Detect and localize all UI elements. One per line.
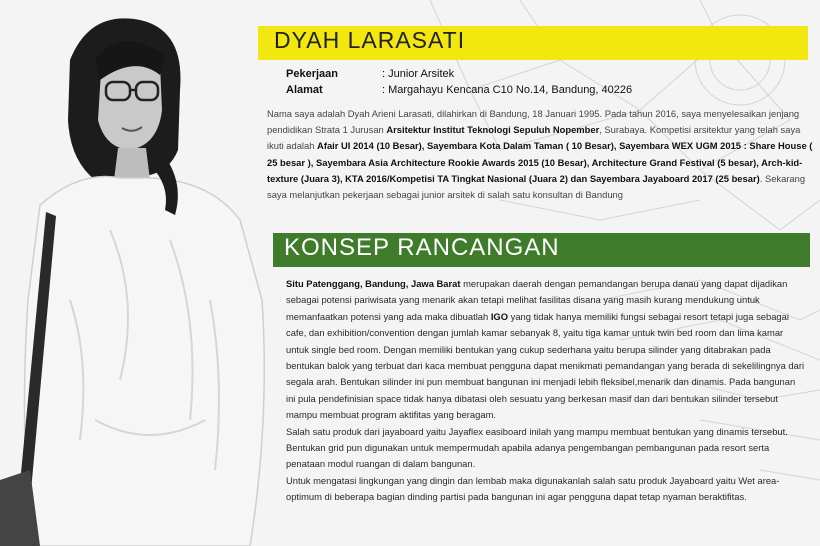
concept-location: Situ Patenggang, Bandung, Jawa Barat xyxy=(286,278,461,289)
bio-university: Arsitektur Institut Teknologi Sepuluh Nopember xyxy=(386,124,600,136)
info-value: : Margahayu Kencana C10 No.14, Bandung, 40226 xyxy=(382,84,633,96)
concept-paragraph-1 xyxy=(286,276,806,424)
concept-body xyxy=(286,276,806,506)
info-key: Alamat xyxy=(286,84,323,96)
concept-brand: IGO xyxy=(490,310,509,322)
portrait-photo xyxy=(0,0,300,546)
info-key: Pekerjaan xyxy=(286,68,338,80)
bio-text: . Sekarang saya melanjutkan pekerjaan sebagai junior arsitek di salah satu konsultan di Bandung xyxy=(267,172,806,201)
concept-title: KONSEP RANCANGAN xyxy=(284,234,560,261)
info-row-occupation xyxy=(286,66,632,82)
info-value: : Junior Arsitek xyxy=(382,68,455,80)
concept-paragraph-2: Salah satu produk dari jayaboard yaitu Jayaflex easiboard inilah yang mampu membuat bentukan yang dinamis tersebut. Bentukan grid pun digunakan untuk mempermudah apabila adanya pengembangan pembangunan pada resort serta penataan modul ruangan di dalam bangunan. xyxy=(286,425,788,470)
concept-paragraph-3: Untuk mengatasi lingkungan yang dingin dan lembab maka digunakanlah salah satu produk Jayaboard yaitu Wet area-optimum di beberapa bagian dinding partisi pada bangunan ini agar pengguna dapat tetap nyaman beraktifitas. xyxy=(286,474,780,503)
bio-text: , Surabaya. Kompetisi arsitektur yang telah saya ikuti adalah xyxy=(267,124,801,152)
concept-text: yang tidak hanya memiliki fungsi sebagai resort tetapi juga sebagai cafe, dan exhibition/convention dengan jumlah kamar sebanyak 8, yaitu tiga kamar untuk twin bed room dan lima kamar untuk single bed room. Dengan memiliki bentukan yang cukup sederhana yaitu berupa silinder yang ditabrakan pada bentukan balok yang terbuat dari kaca membuat pengguna dapat menikmati pemandangan yang berada di sekelilingnya dari segala arah. Bentukan silinder ini pun membuat bangunan ini menjadi lebih fleksibel,menarik dan dinamis. Pada bangunan ini pula pendefinisian space tidak hanya dibatasi oleh sesuatu yang berkesan masif dan dari bentukan silinder tersebut mampu membuat program aktifitas yang beragam. xyxy=(286,310,805,421)
biography-paragraph xyxy=(267,106,815,203)
concept-text: merupakan daerah dengan pemandangan berupa danau yang dapat dijadikan sebagai potensi pariwisata yang menarik akan tetapi melihat fasilitas disana yang masih kurang mendukung untuk memanfaatkan potensi yang ada maka dibuatlah xyxy=(286,278,788,322)
info-row-address xyxy=(286,82,632,98)
person-name: DYAH LARASATI xyxy=(274,27,466,53)
bio-competitions: Afair UI 2014 (10 Besar), Sayembara Kota Dalam Taman ( 10 Besar), Sayembara WEX UGM 2015 : Share House ( 25 besar ), Sayembara Asia Architecture Rookie Awards 2015 (10 Besar), Architecture Grand Festival (5 besar), Arch-kid-texture (Juara 3), KTA 2016/Kompetisi TA Tingkat Nasional (Juara 2) dan Sayembara Jayaboard 2017 (25 besar) xyxy=(267,140,813,184)
info-block xyxy=(286,66,632,98)
bio-text: Nama saya adalah Dyah Arieni Larasati, dilahirkan di Bandung, 18 Januari 1995. Pada tahun 2016, saya menyelesaikan jenjang pendidikan Strata 1 Jurusan xyxy=(267,108,800,136)
